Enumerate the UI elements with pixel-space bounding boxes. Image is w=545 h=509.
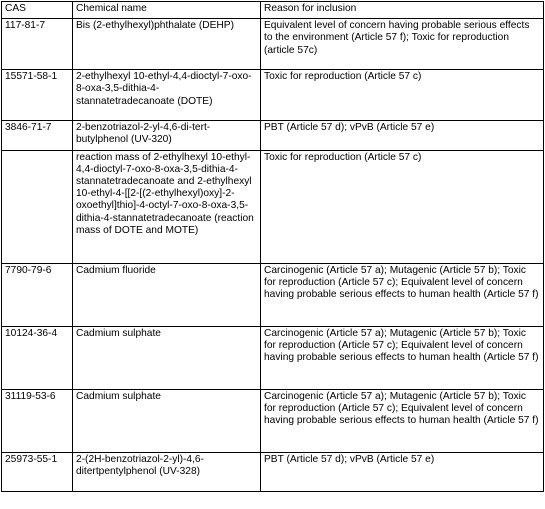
cell-cas: 25973-55-1	[2, 452, 73, 491]
cell-reason: Equivalent level of concern having probable serious effects to the environment (Article 57 f); Toxic for reproduction (article 57c)	[261, 19, 544, 70]
cell-reason: Carcinogenic (Article 57 a); Mutagenic (Article 57 b); Toxic for reproduction (Article 57 c); Equivalent level of concern having probable serious effects to human health (Article 57 f)	[261, 263, 544, 326]
table-row	[2, 150, 544, 263]
header-cas: CAS	[2, 2, 73, 19]
substances-table	[1, 1, 544, 492]
cell-chemical-name: 2-benzotriazol-2-yl-4,6-di-tert-butylphenol (UV-320)	[73, 121, 261, 150]
cell-cas: 31119-53-6	[2, 389, 73, 452]
header-chemical-name: Chemical name	[73, 2, 261, 19]
table-row	[2, 326, 544, 389]
table-row	[2, 263, 544, 326]
table-row	[2, 389, 544, 452]
cell-cas: 117-81-7	[2, 19, 73, 70]
cell-cas	[2, 150, 73, 263]
cell-chemical-name: Cadmium sulphate	[73, 326, 261, 389]
header-reason: Reason for inclusion	[261, 2, 544, 19]
cell-reason: Carcinogenic (Article 57 a); Mutagenic (Article 57 b); Toxic for reproduction (Article 57 c); Equivalent level of concern having probable serious effects to human health (Article 57 f)	[261, 389, 544, 452]
table-row	[2, 19, 544, 70]
cell-chemical-name: 2-ethylhexyl 10-ethyl-4,4-dioctyl-7-oxo-8-oxa-3,5-dithia-4-stannatetradecanoate (DOTE)	[73, 70, 261, 121]
table-row	[2, 452, 544, 491]
cell-reason: Toxic for reproduction (Article 57 c)	[261, 70, 544, 121]
cell-cas: 7790-79-6	[2, 263, 73, 326]
cell-chemical-name: Cadmium sulphate	[73, 389, 261, 452]
cell-chemical-name: Cadmium fluoride	[73, 263, 261, 326]
cell-reason: PBT (Article 57 d); vPvB (Article 57 e)	[261, 452, 544, 491]
cell-reason: PBT (Article 57 d); vPvB (Article 57 e)	[261, 121, 544, 150]
cell-chemical-name: 2-(2H-benzotriazol-2-yl)-4,6-ditertpentylphenol (UV-328)	[73, 452, 261, 491]
cell-chemical-name: Bis (2-ethylhexyl)phthalate (DEHP)	[73, 19, 261, 70]
table-header-row	[2, 2, 544, 19]
cell-cas: 15571-58-1	[2, 70, 73, 121]
cell-cas: 10124-36-4	[2, 326, 73, 389]
cell-reason: Toxic for reproduction (Article 57 c)	[261, 150, 544, 263]
table-row	[2, 70, 544, 121]
cell-chemical-name: reaction mass of 2-ethylhexyl 10-ethyl-4,4-dioctyl-7-oxo-8-oxa-3,5-dithia-4-stannatetradecanoate and 2-ethylhexyl 10-ethyl-4-[[2-[(2-ethylhexyl)oxy]-2-oxoethyl]thio]-4-octyl-7-oxo-8-oxa-3,5-dithia-4-stannatetradecanoate (reaction mass of DOTE and MOTE)	[73, 150, 261, 263]
table-row	[2, 121, 544, 150]
cell-reason: Carcinogenic (Article 57 a); Mutagenic (Article 57 b); Toxic for reproduction (Article 57 c); Equivalent level of concern having probable serious effects to human health (Article 57 f)	[261, 326, 544, 389]
cell-cas: 3846-71-7	[2, 121, 73, 150]
